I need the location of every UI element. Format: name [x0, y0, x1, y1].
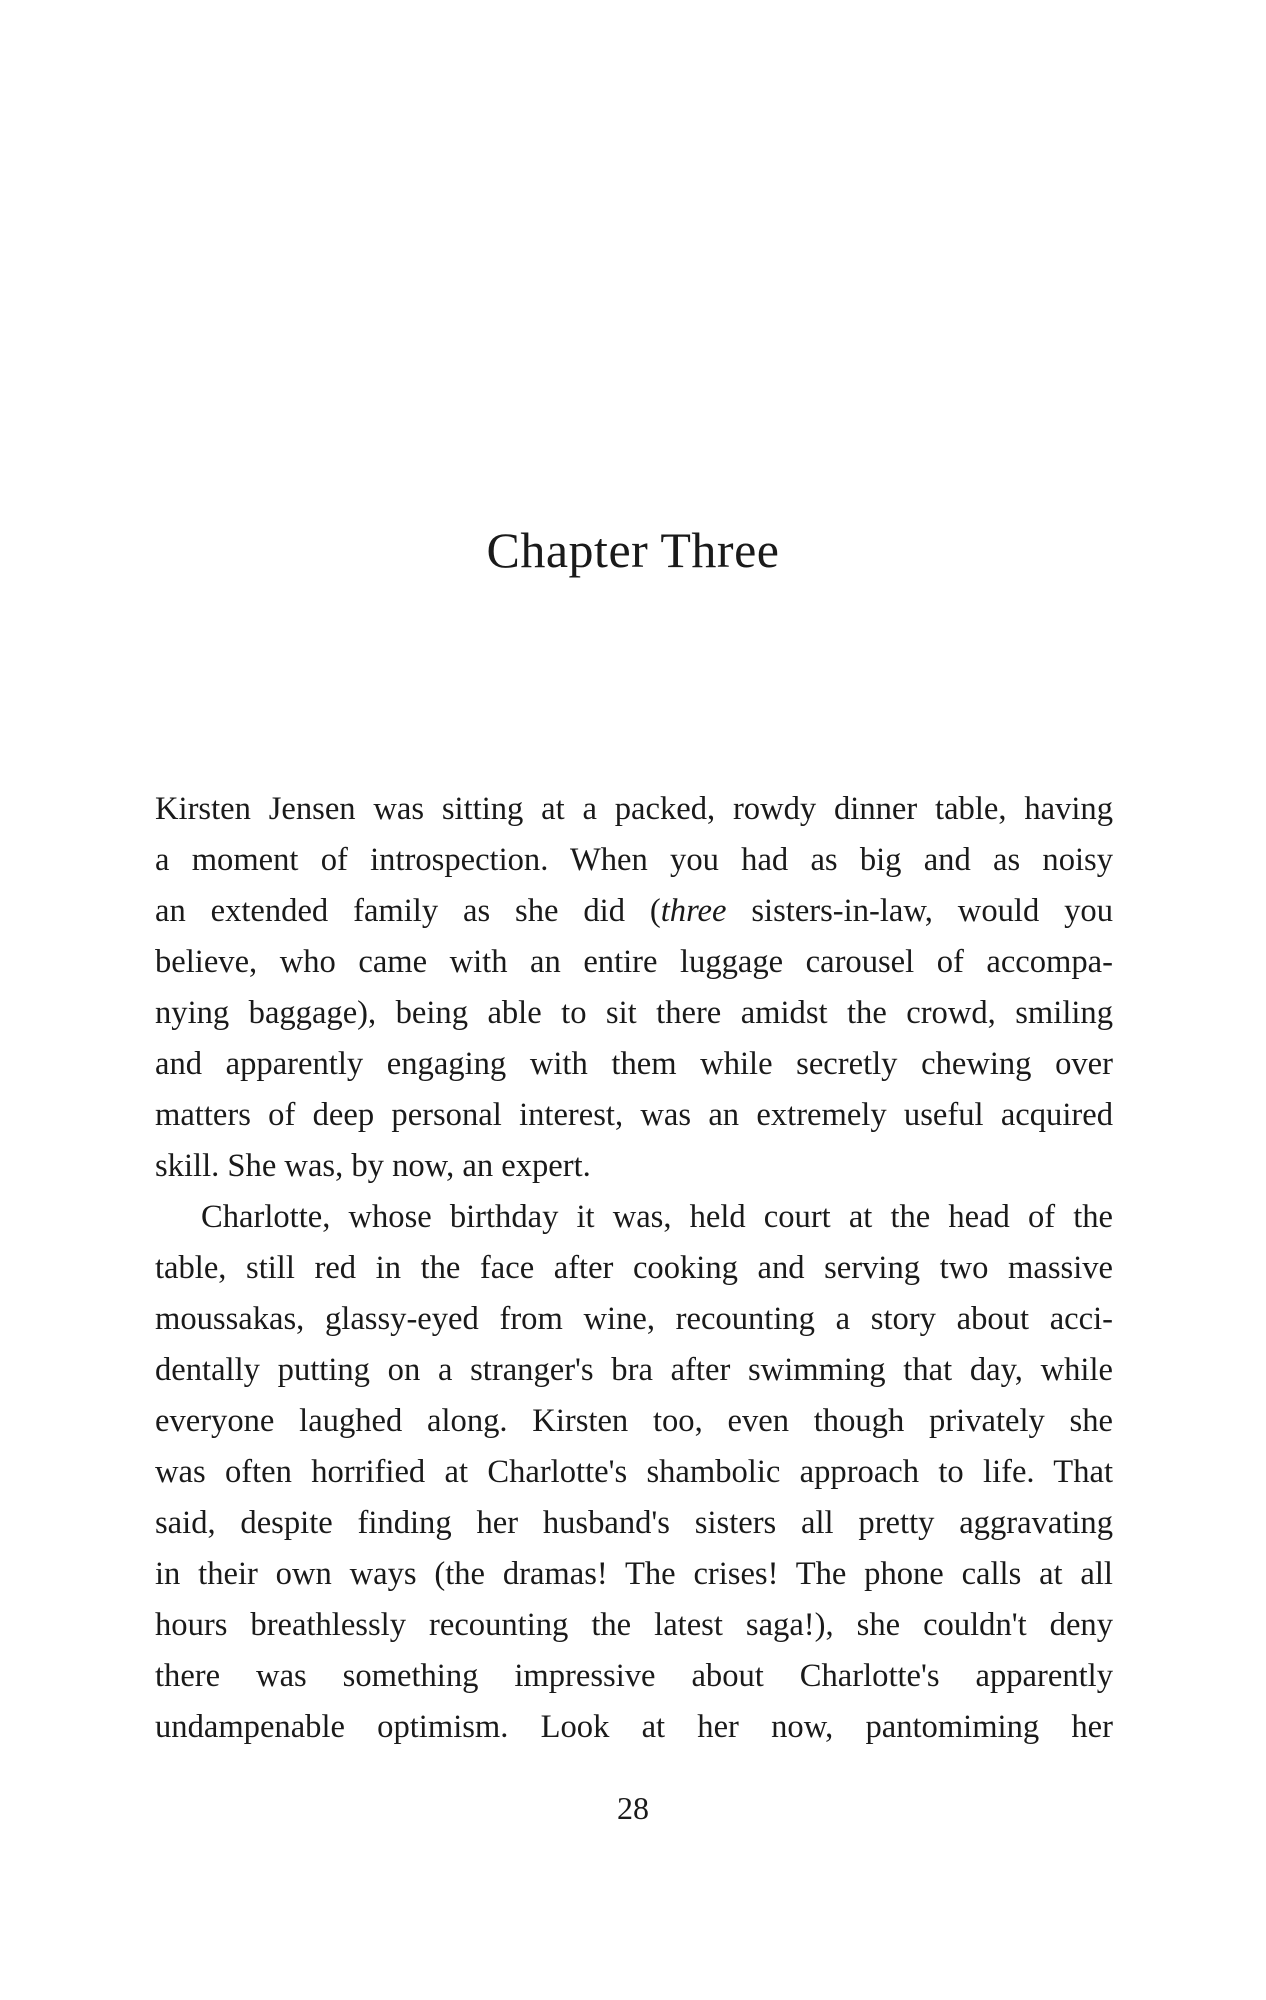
text-line: skill. She was, by now, an expert.: [155, 1148, 591, 1184]
text-line: hours breathlessly recounting the latest saga!), she couldn't deny: [155, 1607, 1113, 1643]
text-line: dentally putting on a stranger's bra after swimming that day, while: [155, 1352, 1113, 1388]
text-line: said, despite finding her husband's sisters all pretty aggravating: [155, 1505, 1113, 1541]
text-line: Kirsten Jensen was sitting at a packed, rowdy dinner table, having: [155, 791, 1113, 827]
text-line: was often horrified at Charlotte's shambolic approach to life. That: [155, 1454, 1113, 1490]
text-line: table, still red in the face after cooking and serving two massive: [155, 1250, 1113, 1286]
text-line: [155, 886, 1113, 937]
text-line: nying baggage), being able to sit there amidst the crowd, smiling: [155, 995, 1113, 1031]
text-line: a moment of introspection. When you had as big and as noisy: [155, 842, 1113, 878]
emphasized-word: three: [660, 893, 727, 929]
text-line: everyone laughed along. Kirsten too, even though privately she: [155, 1403, 1113, 1439]
text-line: Charlotte, whose birthday it was, held court at the head of the: [201, 1199, 1113, 1235]
text-line: moussakas, glassy-eyed from wine, recounting a story about acci-: [155, 1301, 1113, 1337]
body-text: [155, 784, 1113, 1753]
text-fragment: sisters-in-law, would you: [726, 893, 1113, 929]
text-line: there was something impressive about Charlotte's apparently: [155, 1658, 1113, 1694]
page-number: 28: [617, 1790, 649, 1826]
chapter-title: Chapter Three: [486, 522, 780, 578]
text-line: believe, who came with an entire luggage carousel of accompa-: [155, 944, 1113, 980]
text-line: undampenable optimism. Look at her now, pantomiming her: [155, 1709, 1113, 1745]
text-line: matters of deep personal interest, was an extremely useful acquired: [155, 1097, 1113, 1133]
text-fragment: an extended family as she did (: [155, 893, 661, 929]
text-line: and apparently engaging with them while secretly chewing over: [155, 1046, 1113, 1082]
text-line: in their own ways (the dramas! The crises! The phone calls at all: [155, 1556, 1113, 1592]
